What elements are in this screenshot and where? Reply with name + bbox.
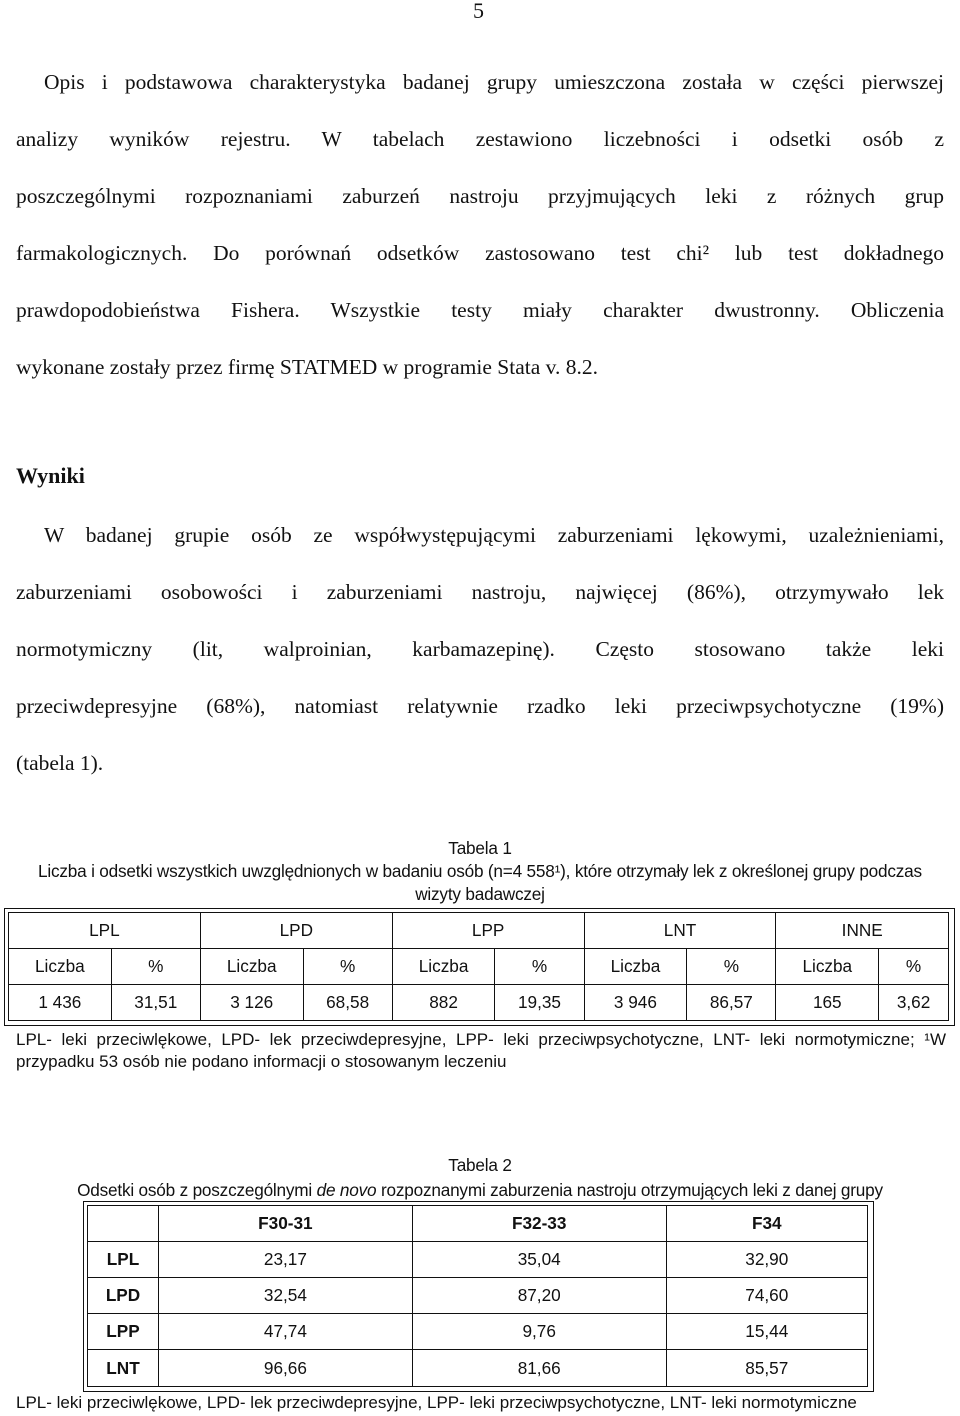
table1-cell: 165 bbox=[776, 985, 879, 1021]
table1-title: Tabela 1 bbox=[448, 838, 512, 858]
table1-caption: Liczba i odsetki wszystkich uwzględnionych w badaniu osób (n=4 558¹), które otrzymały lek z określonej grupy podczas bbox=[38, 861, 922, 881]
table2-caption-end: rozpoznanymi zaburzenia nastroju otrzymujących leki z danej grupy bbox=[376, 1180, 883, 1200]
table1-subheader: Liczba bbox=[200, 949, 303, 985]
table2-cell: 74,60 bbox=[666, 1278, 867, 1314]
table1-cell: 31,51 bbox=[111, 985, 200, 1021]
table2-cell: 47,74 bbox=[159, 1314, 413, 1350]
results-line: normotymiczny (lit, walproinian, karbamazepinę). Często stosowano także leki bbox=[16, 637, 944, 661]
table1-subheader: % bbox=[111, 949, 200, 985]
table1-caption-cont: wizyty badawczej bbox=[415, 884, 545, 904]
table1-subheader-row bbox=[9, 949, 949, 985]
intro-line: wykonane zostały przez firmę STATMED w programie Stata v. 8.2. bbox=[16, 355, 599, 379]
table2-cell: 35,04 bbox=[412, 1242, 666, 1278]
table1-group-header: LPP bbox=[392, 913, 584, 949]
table1-subheader: % bbox=[687, 949, 776, 985]
table2-row bbox=[88, 1350, 868, 1387]
table1-cell: 68,58 bbox=[303, 985, 392, 1021]
results-line: (tabela 1). bbox=[16, 751, 104, 775]
table1-cell: 3 946 bbox=[584, 985, 687, 1021]
table2 bbox=[87, 1205, 868, 1387]
page-number: 5 bbox=[473, 0, 484, 23]
table2-caption bbox=[0, 1180, 960, 1201]
table1-subheader: Liczba bbox=[776, 949, 879, 985]
intro-line: Opis i podstawowa charakterystyka badanej grupy umieszczona została w części pierwszej bbox=[44, 70, 944, 94]
table2-cell: 32,54 bbox=[159, 1278, 413, 1314]
table1-cell: 1 436 bbox=[9, 985, 112, 1021]
table2-row-label: LPP bbox=[88, 1314, 159, 1350]
table1-group-header: LNT bbox=[584, 913, 776, 949]
table1-subheader: Liczba bbox=[9, 949, 112, 985]
table1 bbox=[8, 912, 949, 1021]
table1-group-header: LPD bbox=[200, 913, 392, 949]
table1-cell: 3 126 bbox=[200, 985, 303, 1021]
table2-caption-italic: de novo bbox=[316, 1180, 377, 1200]
table1-group-header: INNE bbox=[776, 913, 949, 949]
table1-footnote-line: LPL- leki przeciwlękowe, LPD- lek przeciwdepresyjne, LPP- leki przeciwpsychotyczne, LNT- leki normotymiczne; ¹W bbox=[16, 1030, 946, 1049]
table2-row-label: LPL bbox=[88, 1242, 159, 1278]
table2-cell: 96,66 bbox=[159, 1350, 413, 1387]
table2-cell: 9,76 bbox=[412, 1314, 666, 1350]
results-paragraph bbox=[16, 520, 944, 805]
table2-cell: 23,17 bbox=[159, 1242, 413, 1278]
table2-row-label: LPD bbox=[88, 1278, 159, 1314]
table1-footnote-line: przypadku 53 osób nie podano informacji o stosowanym leczeniu bbox=[16, 1052, 507, 1071]
table2-cell: 81,66 bbox=[412, 1350, 666, 1387]
table1-footnote bbox=[16, 1029, 946, 1073]
table2-column-header: F32-33 bbox=[412, 1206, 666, 1242]
table2-row bbox=[88, 1278, 868, 1314]
intro-line: analizy wyników rejestru. W tabelach zestawiono liczebności i odsetki osób z bbox=[16, 127, 944, 151]
table2-column-header: F30-31 bbox=[159, 1206, 413, 1242]
results-heading: Wyniki bbox=[16, 463, 85, 488]
table1-values-row bbox=[9, 985, 949, 1021]
intro-line: poszczególnymi rozpoznaniami zaburzeń nastroju przyjmujących leki z różnych grup bbox=[16, 184, 944, 208]
table1-subheader: Liczba bbox=[392, 949, 495, 985]
results-line: zaburzeniami osobowości i zaburzeniami nastroju, najwięcej (86%), otrzymywało lek bbox=[16, 580, 944, 604]
table2-header-row bbox=[88, 1206, 868, 1242]
table2-row bbox=[88, 1242, 868, 1278]
table2-footnote: LPL- leki przeciwlękowe, LPD- lek przeciwdepresyjne, LPP- leki przeciwpsychotyczne, LNT- leki normotymiczne bbox=[16, 1393, 857, 1412]
table1-subheader: Liczba bbox=[584, 949, 687, 985]
table1-cell: 3,62 bbox=[879, 985, 949, 1021]
intro-line: farmakologicznych. Do porównań odsetków zastosowano test chi² lub test dokładnego bbox=[16, 241, 944, 265]
table1-subheader: % bbox=[303, 949, 392, 985]
table2-cell: 85,57 bbox=[666, 1350, 867, 1387]
table1-cell: 86,57 bbox=[687, 985, 776, 1021]
table2-caption-start: Odsetki osób z poszczególnymi bbox=[77, 1180, 317, 1200]
intro-paragraph bbox=[16, 67, 944, 409]
results-line: przeciwdepresyjne (68%), natomiast relatywnie rzadko leki przeciwpsychotyczne (19%) bbox=[16, 694, 944, 718]
results-line: W badanej grupie osób ze współwystępującymi zaburzeniami lękowymi, uzależnieniami, bbox=[44, 523, 944, 547]
table2-cell: 87,20 bbox=[412, 1278, 666, 1314]
table1-group-row bbox=[9, 913, 949, 949]
table2-cell: 32,90 bbox=[666, 1242, 867, 1278]
intro-line: prawdopodobieństwa Fishera. Wszystkie testy miały charakter dwustronny. Obliczenia bbox=[16, 298, 944, 322]
table2-row bbox=[88, 1314, 868, 1350]
table2-cell: 15,44 bbox=[666, 1314, 867, 1350]
table1-subheader: % bbox=[879, 949, 949, 985]
table1-subheader: % bbox=[495, 949, 584, 985]
table1-cell: 882 bbox=[392, 985, 495, 1021]
table2-title: Tabela 2 bbox=[448, 1155, 512, 1175]
table1-cell: 19,35 bbox=[495, 985, 584, 1021]
table2-column-header: F34 bbox=[666, 1206, 867, 1242]
table2-row-label: LNT bbox=[88, 1350, 159, 1387]
table2-corner-cell bbox=[88, 1206, 159, 1242]
table1-group-header: LPL bbox=[9, 913, 201, 949]
